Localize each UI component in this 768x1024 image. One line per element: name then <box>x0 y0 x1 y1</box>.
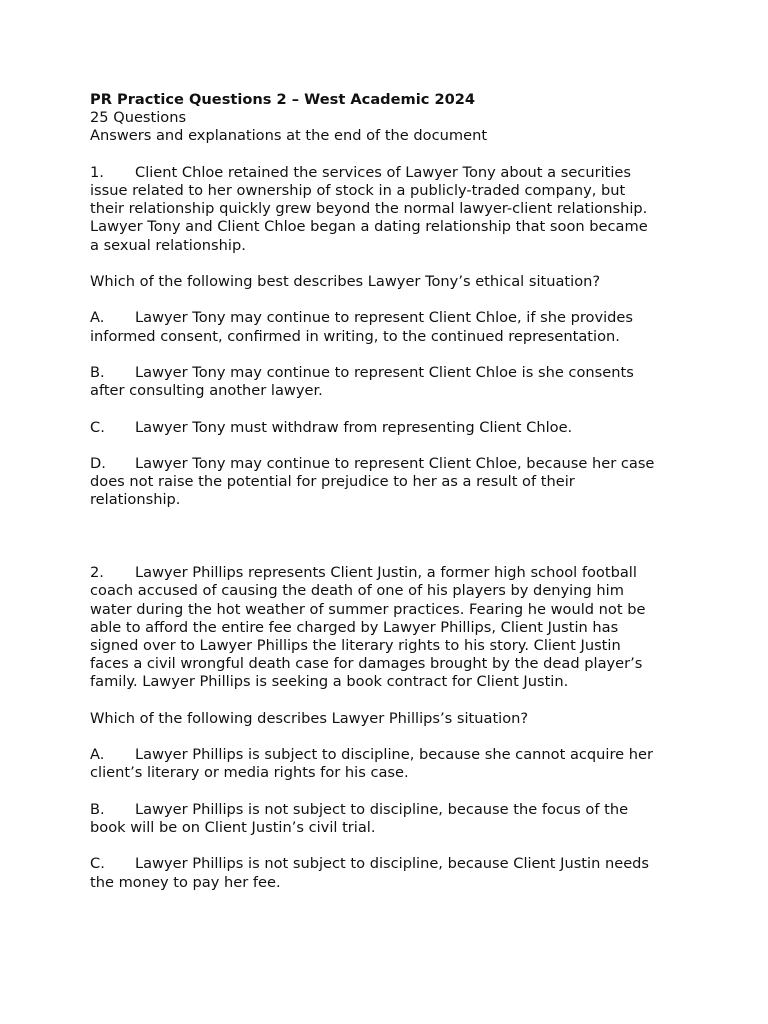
option-text: Lawyer Phillips is subject to discipline, because she cannot acquire her <box>135 746 653 764</box>
question-count: 25 Questions <box>90 109 187 127</box>
option-b <box>90 801 690 837</box>
answers-note: Answers and explanations at the end of the document <box>90 127 488 145</box>
option-letter: B. <box>90 363 105 381</box>
question-text: Lawyer Phillips represents Client Justin, a former high school football <box>135 564 637 582</box>
option-d <box>90 455 690 510</box>
question-2-stem-line: signed over to Lawyer Phillips the literary rights to his story. Client Justin <box>90 636 621 654</box>
question-1-stem-line: Lawyer Tony and Client Chloe began a dating relationship that soon became <box>90 218 648 236</box>
option-letter: B. <box>90 800 105 818</box>
option-text: Lawyer Tony must withdraw from representing Client Chloe. <box>135 418 573 436</box>
option-line: informed consent, confirmed in writing, to the continued representation. <box>90 327 620 345</box>
spacer <box>90 783 690 801</box>
question-2-prompt: Which of the following describes Lawyer Phillips’s situation? <box>90 709 529 727</box>
option-text: Lawyer Tony may continue to represent Client Chloe, if she provides <box>135 309 634 327</box>
spacer <box>90 437 690 455</box>
option-text: Lawyer Phillips is not subject to discipline, because the focus of the <box>135 800 629 818</box>
option-letter: C. <box>90 418 105 436</box>
option-text: Lawyer Tony may continue to represent Client Chloe, because her case <box>135 454 655 472</box>
question-text: Client Chloe retained the services of Lawyer Tony about a securities <box>135 163 631 181</box>
question-2-stem-line: family. Lawyer Phillips is seeking a book contract for Client Justin. <box>90 673 569 691</box>
option-line: the money to pay her fee. <box>90 873 281 891</box>
question-2 <box>90 564 690 892</box>
question-1-stem-line: issue related to her ownership of stock in a publicly-traded company, but <box>90 182 626 199</box>
spacer <box>90 728 690 746</box>
question-1-stem-line <box>90 164 690 182</box>
question-1-stem-line: their relationship quickly grew beyond the normal lawyer-client relationship. <box>90 200 648 218</box>
option-a <box>90 309 690 345</box>
option-line <box>90 419 690 437</box>
question-number: 1. <box>90 163 104 181</box>
question-2-stem-line: coach accused of causing the death of one of his players by denying him <box>90 582 624 600</box>
option-text: Lawyer Phillips is not subject to discipline, because Client Justin needs <box>135 855 650 873</box>
document-title: PR Practice Questions 2 – West Academic 2024 <box>90 91 476 108</box>
question-2-stem-line: faces a civil wrongful death case for damages brought by the dead player’s <box>90 655 643 673</box>
question-1-stem-line: a sexual relationship. <box>90 236 246 254</box>
option-letter: C. <box>90 855 105 873</box>
spacer <box>90 255 690 273</box>
option-line: relationship. <box>90 491 181 509</box>
option-line <box>90 801 690 819</box>
option-c <box>90 419 690 437</box>
spacer <box>90 400 690 418</box>
document-page <box>90 91 690 892</box>
option-line: does not raise the potential for prejudice to her as a result of their <box>90 473 575 491</box>
option-line <box>90 309 690 327</box>
option-line <box>90 855 690 873</box>
option-line: book will be on Client Justin’s civil trial. <box>90 818 376 836</box>
option-text: Lawyer Tony may continue to represent Client Chloe is she consents <box>135 363 634 381</box>
spacer <box>90 346 690 364</box>
option-letter: D. <box>90 454 106 472</box>
spacer <box>90 510 690 565</box>
option-c <box>90 855 690 891</box>
spacer <box>90 146 690 164</box>
question-2-stem-line: water during the hot weather of summer practices. Fearing he would not be <box>90 600 646 618</box>
question-1 <box>90 164 690 510</box>
option-b <box>90 364 690 400</box>
spacer <box>90 291 690 309</box>
option-letter: A. <box>90 746 105 764</box>
option-line <box>90 746 690 764</box>
question-2-stem-line <box>90 564 690 582</box>
question-number: 2. <box>90 564 104 582</box>
spacer <box>90 692 690 710</box>
question-2-stem-line: able to afford the entire fee charged by Lawyer Phillips, Client Justin has <box>90 618 619 636</box>
option-letter: A. <box>90 309 105 327</box>
option-line: client’s literary or media rights for his case. <box>90 764 409 782</box>
option-line <box>90 364 690 382</box>
spacer <box>90 837 690 855</box>
option-a <box>90 746 690 782</box>
option-line: after consulting another lawyer. <box>90 382 323 400</box>
question-1-prompt: Which of the following best describes Lawyer Tony’s ethical situation? <box>90 273 601 290</box>
option-line <box>90 455 690 473</box>
